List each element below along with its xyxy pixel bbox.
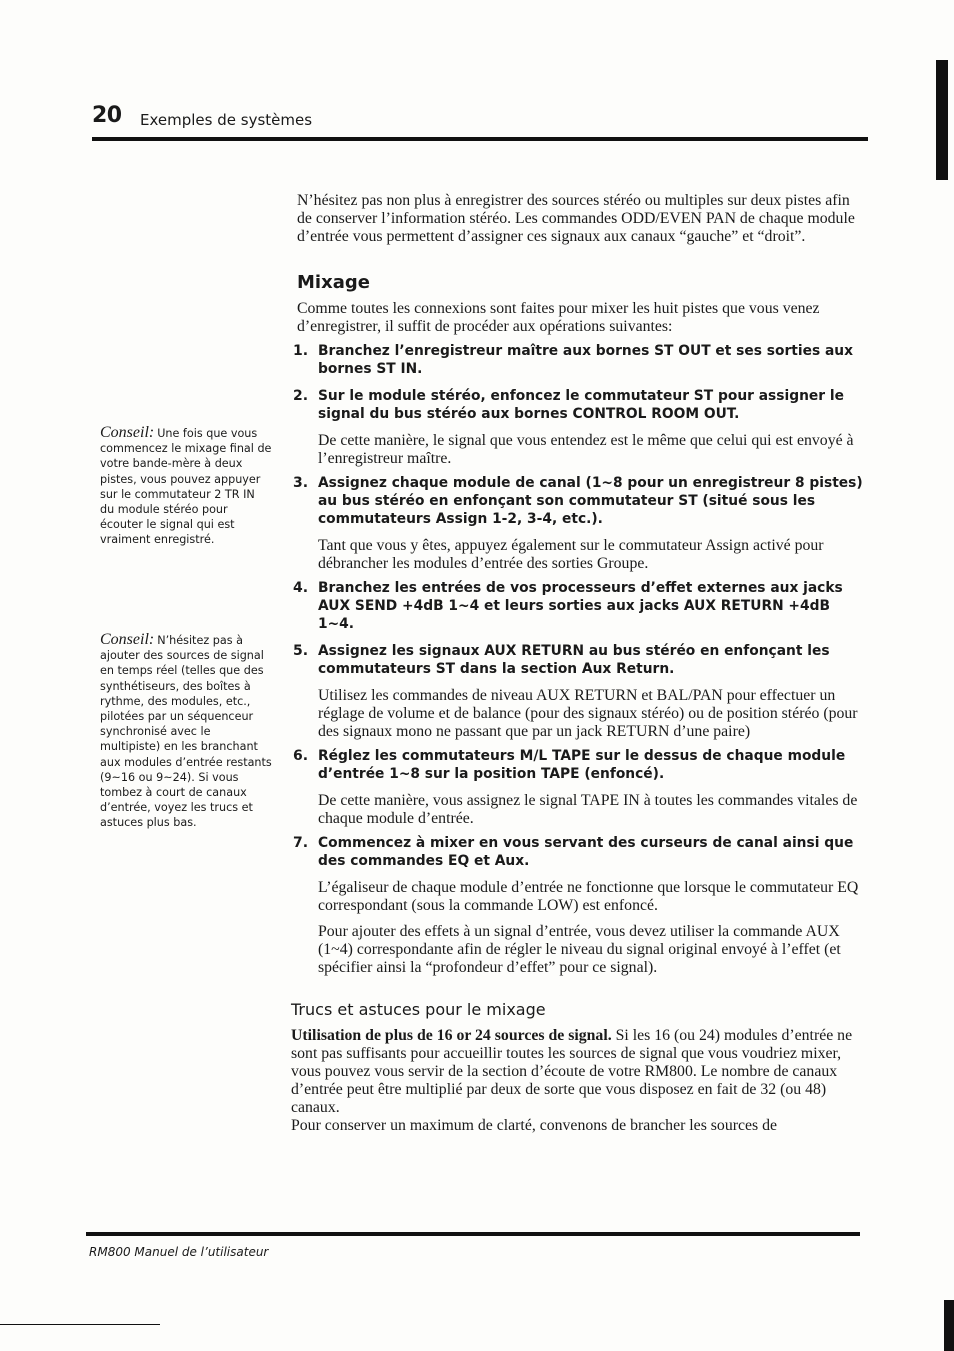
tip-text: Une fois que vous commencez le mixage final de votre bande-mère à deux pistes, vous pouvez appuyer sur le commutateur 2 TR IN du module stéréo pour écouter le signal qui est vraiment enregistré. [100, 427, 272, 547]
step-body: Tant que vous y êtes, appuyez également sur le commutateur Assign activé pour débrancher les modules d’entrée des sorties Groupe. [318, 537, 824, 572]
steps-list [293, 342, 863, 977]
step-title: Branchez l’enregistreur maître aux bornes ST OUT et ses sorties aux bornes ST IN. [318, 343, 853, 377]
step-number: 4. [293, 580, 309, 596]
tricks-paragraph [291, 1027, 863, 1117]
scan-edge-mark [936, 60, 948, 180]
step-number: 6. [293, 748, 309, 764]
step-7 [293, 834, 863, 977]
scan-edge-mark [944, 1300, 954, 1351]
header-rule [92, 137, 868, 141]
step-title: Réglez les commutateurs M/L TAPE sur le dessus de chaque module d’entrée 1~8 sur la position TAPE (enfoncé). [318, 748, 846, 782]
intro-paragraph: N’hésitez pas non plus à enregistrer des sources stéréo ou multiples sur deux pistes afin de conserver l’information stéréo. Les commandes ODD/EVEN PAN de chaque module d’entrée vous permettent d’assigner ces signaux aux canaux “gauche” et “droit”. [297, 192, 855, 245]
step-title: Assignez les signaux AUX RETURN au bus stéréo en enfonçant les commutateurs ST dans la section Aux Return. [318, 643, 830, 677]
step-body: De cette manière, vous assignez le signal TAPE IN à toutes les commandes vitales de chaque module d’entrée. [318, 792, 858, 827]
step-body: De cette manière, le signal que vous entendez est le même que celui qui est envoyé à l’enregistreur maître. [318, 432, 854, 467]
mixage-heading: Mixage [297, 272, 370, 293]
section-title: Exemples de systèmes [140, 111, 313, 129]
tip-label: Conseil: [100, 424, 155, 441]
step-number: 3. [293, 475, 309, 491]
step-number: 7. [293, 835, 309, 851]
page-number: 20 [92, 103, 122, 128]
tip-note-1 [100, 425, 272, 548]
mixage-lead: Comme toutes les connexions sont faites pour mixer les huit pistes que vous venez d’enregistrer, il suffit de procéder aux opérations suivantes: [297, 300, 820, 335]
step-body-2: Pour ajouter des effets à un signal d’entrée, vous devez utiliser la commande AUX (1~4) correspondante afin de régler le niveau du signal original envoyé à l’effet (et spécifier ainsi la “profondeur d’effet” pour ce signal). [318, 923, 841, 976]
page-header [92, 101, 868, 143]
main-content [291, 192, 863, 1135]
step-number: 5. [293, 643, 309, 659]
tip-note-2 [100, 632, 272, 831]
step-number: 2. [293, 388, 309, 404]
step-3 [293, 474, 863, 573]
footer-text: RM800 Manuel de l’utilisateur [89, 1245, 269, 1259]
tricks-text: Si les 16 (ou 24) modules d’entrée ne sont pas suffisants pour accueillir toutes les sources de signal que vous voudriez mixer, vous pouvez vous servir de la section d’écoute de votre RM800. Le nombre de canaux d’entrée peut être multiplié par deux de sorte que vous disposez en fait de 32 (ou 48) canaux. [291, 1027, 853, 1116]
tricks-bold-lead: Utilisation de plus de 16 or 24 sources de signal. [291, 1027, 612, 1044]
step-6 [293, 747, 863, 828]
step-1 [293, 342, 863, 378]
step-number: 1. [293, 343, 309, 359]
footer-rule [86, 1232, 860, 1236]
step-body: L’égaliseur de chaque module d’entrée ne fonctionne que lorsque le commutateur EQ correspondant (sous la commande LOW) est enfoncé. [318, 879, 859, 914]
step-body: Utilisez les commandes de niveau AUX RETURN et BAL/PAN pour effectuer un réglage de volume et de balance (pour des signaux stéréo) ou de position stéréo (pour des signaux mono ne passant que par un jack RETURN d’une paire) [318, 687, 858, 740]
step-4 [293, 579, 863, 633]
tip-text: N’hésitez pas à ajouter des sources de signal en temps réel (telles que des synthétiseurs, des boîtes à rythme, des modules, etc., pilotées par un séquenceur synchronisé avec le multipiste) en les branchant aux modules d’entrée restants (9~16 ou 9~24). Si vous tombez à court de canaux d’entrée, voyez les trucs et astuces plus bas. [100, 634, 272, 830]
tricks-heading: Trucs et astuces pour le mixage [291, 1000, 546, 1019]
tricks-paragraph-2: Pour conserver un maximum de clarté, convenons de brancher les sources de [291, 1117, 778, 1134]
step-5 [293, 642, 863, 741]
step-2 [293, 387, 863, 468]
scan-edge-line [0, 1324, 160, 1325]
step-title: Assignez chaque module de canal (1~8 pour un enregistreur 8 pistes) au bus stéréo en enfonçant son commutateur ST (situé sous les commutateurs Assign 1-2, 3-4, etc.). [318, 475, 863, 527]
step-title: Commencez à mixer en vous servant des curseurs de canal ainsi que des commandes EQ et Aux. [318, 835, 854, 869]
step-title: Branchez les entrées de vos processeurs d’effet externes aux jacks AUX SEND +4dB 1~4 et leurs sorties aux jacks AUX RETURN +4dB 1~4. [318, 580, 843, 632]
step-title: Sur le module stéréo, enfoncez le commutateur ST pour assigner le signal du bus stéréo aux bornes CONTROL ROOM OUT. [318, 388, 844, 422]
tip-label: Conseil: [100, 631, 155, 648]
